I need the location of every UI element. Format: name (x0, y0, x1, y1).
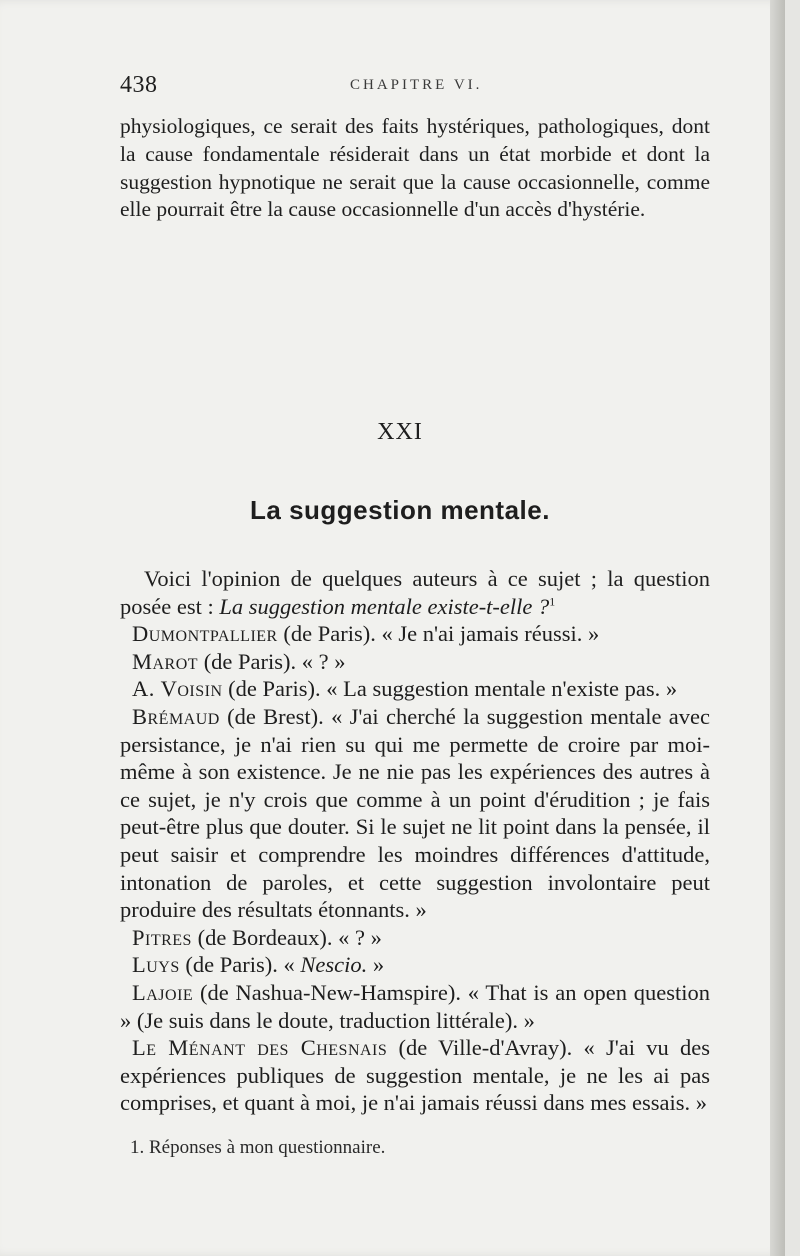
author-place: (de Paris). (179, 952, 284, 978)
footnote-text: Réponses à mon questionnaire. (149, 1137, 386, 1158)
author-name: A. Voisin (132, 676, 223, 702)
author-name: Lajoie (132, 979, 194, 1005)
author-quote: « J'ai cherché la suggestion mentale avec persistance, je n'ai rien su qui me permette de croire par moi-même à son existence. Je ne nie pas les expériences des autres à ce sujet, je n'y crois que comme à un point d'érudition ; je fais peut-être plus que douter. Si le sujet ne lit point dans la pensée, il peut saisir et comprendre les moindres différences d'attitude, intonation de paroles, et cette suggestion involontaire peut produire des résultats étonnants. » (120, 703, 710, 923)
response-entry (120, 620, 710, 648)
author-name: Pitres (132, 924, 192, 950)
response-entry (120, 979, 710, 1034)
author-place: (de Paris). (277, 621, 382, 647)
author-place: (de Bordeaux). (191, 924, 339, 950)
author-name: Dumontpallier (132, 621, 278, 647)
section-number: XXI (377, 419, 423, 445)
section-title: La suggestion mentale. (250, 495, 550, 525)
response-entry (120, 703, 710, 924)
response-entry (120, 924, 710, 952)
author-name: Marot (132, 648, 199, 674)
running-head: CHAPITRE VI. (350, 77, 483, 93)
author-name: Le Ménant des Chesnais (132, 1035, 388, 1061)
page-number: 438 (120, 72, 158, 98)
response-entry (120, 951, 710, 979)
opening-paragraph (120, 565, 710, 620)
response-entry (120, 648, 710, 676)
author-quote: « La suggestion mentale n'existe pas. » (326, 676, 678, 702)
author-quote: « J'ai vu des expériences publiques de suggestion mentale, je ne les ai pas comprises, et quant à moi, je n'ai jamais réussi dans mes essais. » (120, 1035, 711, 1116)
author-place: (de Ville-d'Avray). (387, 1035, 584, 1061)
quote-close: » (367, 952, 385, 978)
author-place: (de Brest). (219, 703, 332, 729)
author-place: (de Nashua-New-Hamspire). (193, 979, 468, 1005)
opening-text: Voici l'opinion de quelques auteurs à ce sujet ; la question posée est : (120, 566, 710, 619)
footnote-number: 1. (130, 1137, 145, 1158)
response-entry (120, 1034, 710, 1117)
author-name: Brémaud (132, 703, 220, 729)
page-header (120, 72, 720, 102)
author-name: Luys (132, 952, 180, 978)
page-edge (770, 0, 785, 1256)
author-quote: « Je n'ai jamais réussi. » (381, 621, 600, 647)
body-text (120, 565, 710, 1117)
question-text: La suggestion mentale existe-t-elle ? (219, 593, 550, 619)
footnote-ref: 1 (549, 594, 556, 609)
author-place: (de Paris). (222, 676, 327, 702)
intro-paragraph: physiologiques, ce serait des faits hystériques, pathologiques, dont la cause fondamentale résiderait dans un état morbide et dont la suggestion hypnotique ne serait que la cause occasionnelle, comme elle pourrait être la cause occasionnelle d'un accès d'hystérie. (120, 114, 710, 222)
author-quote: « ? » (338, 924, 382, 950)
author-quote: « That is an open question » (Je suis dans le doute, traduction littérale). » (120, 979, 710, 1033)
quote-italic: Nescio. (300, 952, 368, 978)
footnote (130, 1137, 385, 1159)
author-place: (de Paris). (198, 648, 302, 674)
quote-open: « (283, 952, 301, 978)
author-quote: « ? » (301, 648, 346, 674)
response-entry (120, 675, 710, 703)
